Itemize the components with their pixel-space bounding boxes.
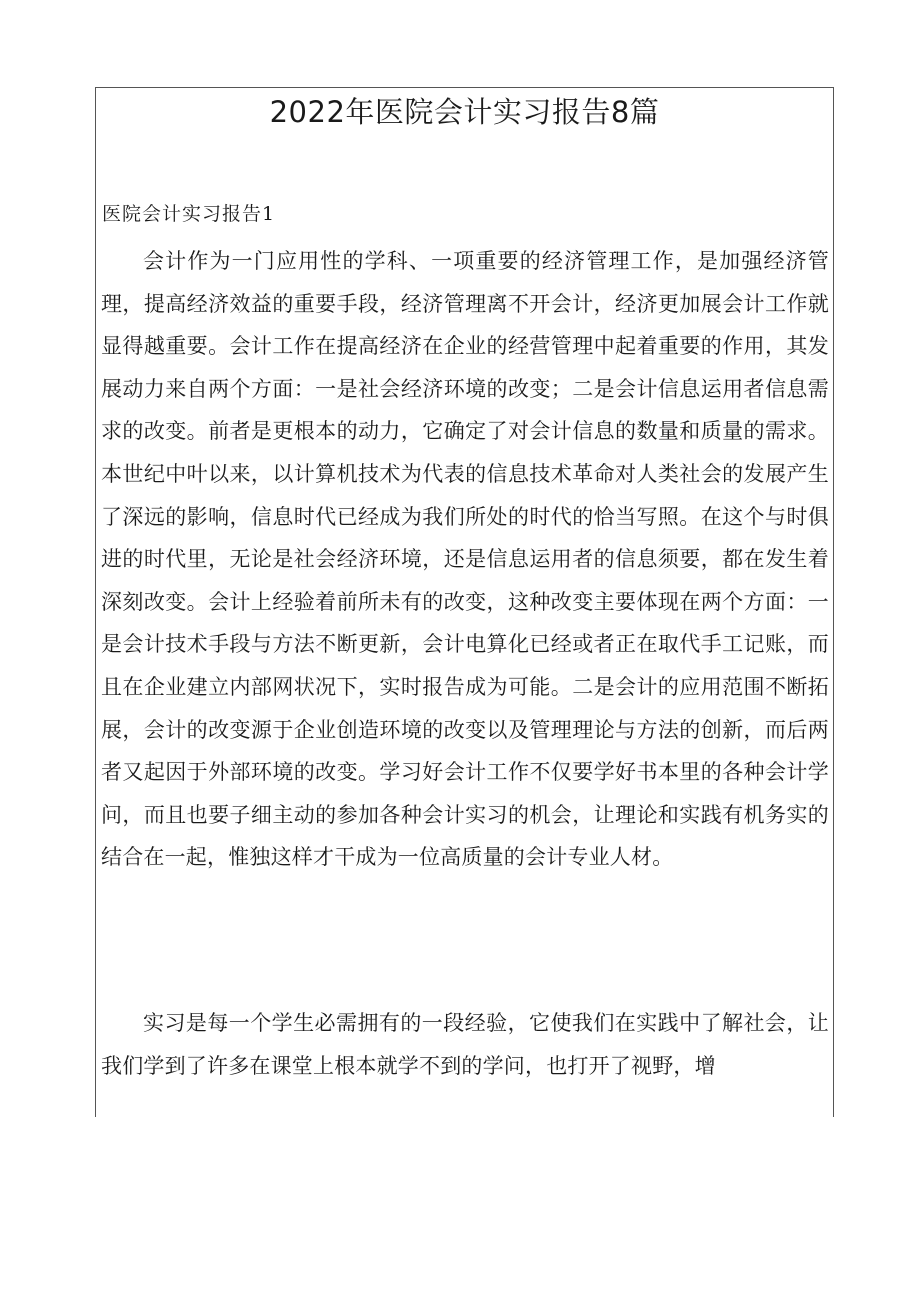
document-title: 2022年医院会计实习报告8篇 bbox=[269, 95, 660, 129]
body-paragraph: 实习是每一个学生必需拥有的一段经验，它使我们在实践中了解社会，让我们学到了许多在课堂上根本就学不到的学问，也打开了视野，增 bbox=[101, 1011, 829, 1078]
document-page bbox=[95, 87, 834, 1117]
body-paragraph: 会计作为一门应用性的学科、一项重要的经济管理工作，是加强经济管理，提高经济效益的重要手段，经济管理离不开会计，经济更加展会计工作就显得越重要。会计工作在提高经济在企业的经营管理中起着重要的作用，其发展动力来自两个方面：一是社会经济环境的改变；二是会计信息运用者信息需求的改变。前者是更根本的动力，它确定了对会计信息的数量和质量的需求。本世纪中叶以来，以计算机技术为代表的信息技术革命对人类社会的发展产生了深远的影响，信息时代已经成为我们所处的时代的恰当写照。在这个与时俱进的时代里，无论是社会经济环境，还是信息运用者的信息须要，都在发生着深刻改变。会计上经验着前所未有的改变，这种改变主要体现在两个方面：一是会计技术手段与方法不断更新，会计电算化已经或者正在取代手工记账，而且在企业建立内部网状况下，实时报告成为可能。二是会计的应用范围不断拓展，会计的改变源于企业创造环境的改变以及管理理论与方法的创新，而后两者又起因于外部环境的改变。学习好会计工作不仅要学好书本里的各种会计学问，而且也要子细主动的参加各种会计实习的机会，让理论和实践有机务实的结合在一起，惟独这样才干成为一位高质量的会计专业人材。 bbox=[101, 249, 829, 870]
section-heading: 医院会计实习报告1 bbox=[102, 203, 276, 225]
